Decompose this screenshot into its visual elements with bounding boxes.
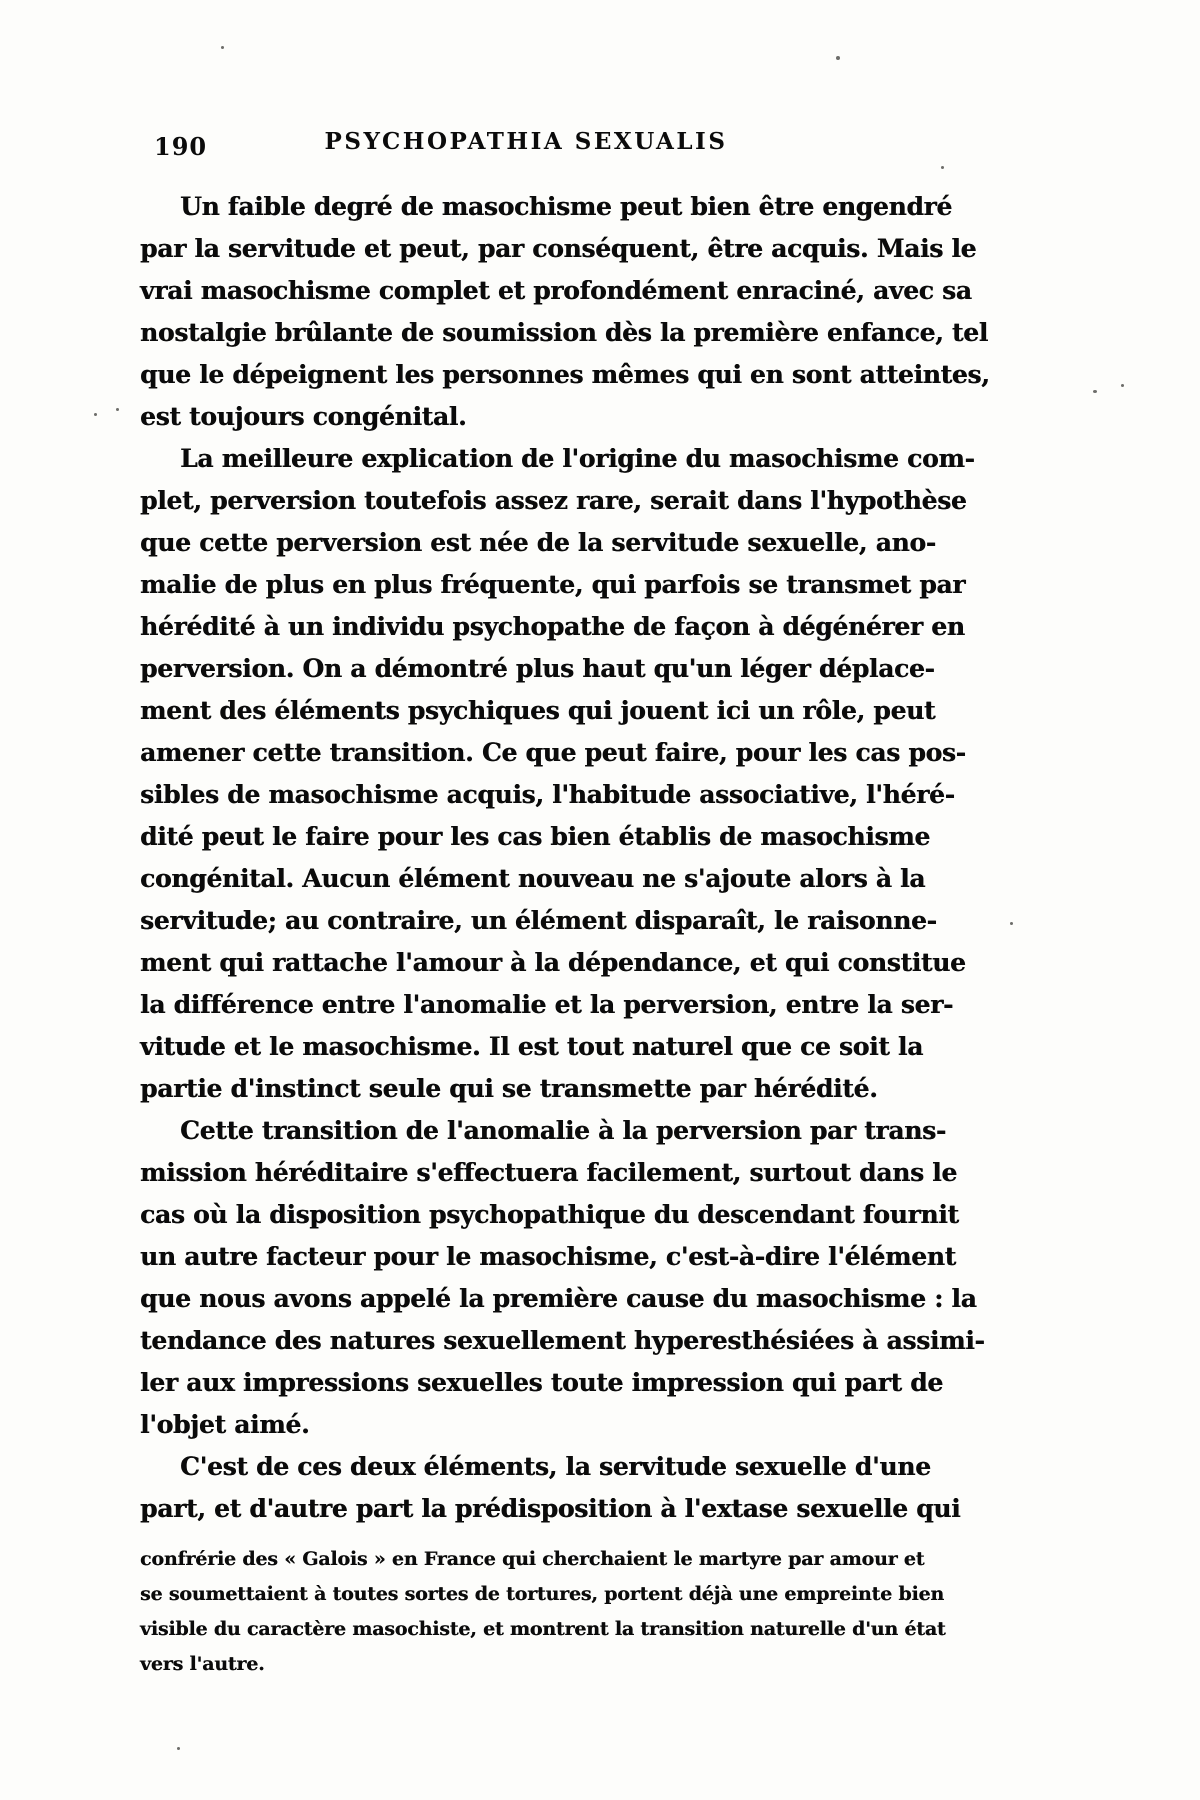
footnote xyxy=(140,1542,946,1682)
scan-speckle xyxy=(836,56,840,60)
page-body xyxy=(140,186,990,1530)
text-line: l'objet aimé. xyxy=(140,1410,310,1439)
text-line: sibles de masochisme acquis, l'habitude associative, l'héré- xyxy=(140,780,955,809)
paragraph xyxy=(140,438,975,1110)
scan-speckle xyxy=(177,1747,180,1750)
text-line: tendance des natures sexuellement hyperesthésiées à assimi- xyxy=(140,1326,985,1355)
text-line: hérédité à un individu psychopathe de façon à dégénérer en xyxy=(140,612,965,641)
footnote-line: se soumettaient à toutes sortes de tortures, portent déjà une empreinte bien xyxy=(140,1583,944,1605)
page-number: 190 xyxy=(154,132,208,161)
text-line: malie de plus en plus fréquente, qui parfois se transmet par xyxy=(140,570,966,599)
text-line: amener cette transition. Ce que peut faire, pour les cas pos- xyxy=(140,738,966,767)
running-header xyxy=(140,126,912,166)
text-line: ler aux impressions sexuelles toute impression qui part de xyxy=(140,1368,943,1397)
text-line: que cette perversion est née de la servitude sexuelle, ano- xyxy=(140,528,936,557)
text-line: cas où la disposition psychopathique du descendant fournit xyxy=(140,1200,959,1229)
text-line: nostalgie brûlante de soumission dès la première enfance, tel xyxy=(140,318,988,347)
paragraph xyxy=(140,1110,985,1446)
scan-speckle xyxy=(1010,922,1013,925)
text-line: partie d'instinct seule qui se transmette par hérédité. xyxy=(140,1074,878,1103)
paragraph xyxy=(140,1446,961,1530)
text-line: congénital. Aucun élément nouveau ne s'ajoute alors à la xyxy=(140,864,926,893)
text-line: vrai masochisme complet et profondément enraciné, avec sa xyxy=(140,276,972,305)
text-line: Un faible degré de masochisme peut bien être engendré xyxy=(180,192,953,221)
scan-speckle xyxy=(94,413,97,416)
running-header-title: PSYCHOPATHIA SEXUALIS xyxy=(324,128,728,155)
scan-speckle xyxy=(1093,390,1097,393)
scan-speckle xyxy=(116,408,119,411)
text-line: est toujours congénital. xyxy=(140,402,467,431)
text-line: la différence entre l'anomalie et la perversion, entre la ser- xyxy=(140,990,954,1019)
text-line: dité peut le faire pour les cas bien établis de masochisme xyxy=(140,822,930,851)
text-line: par la servitude et peut, par conséquent, être acquis. Mais le xyxy=(140,234,977,263)
text-line: servitude; au contraire, un élément disparaît, le raisonne- xyxy=(140,906,937,935)
scan-speckle xyxy=(941,166,944,169)
text-line: que le dépeignent les personnes mêmes qui en sont atteintes, xyxy=(140,360,990,389)
text-line: mission héréditaire s'effectuera facilement, surtout dans le xyxy=(140,1158,957,1187)
text-line: C'est de ces deux éléments, la servitude sexuelle d'une xyxy=(180,1452,931,1481)
text-line: Cette transition de l'anomalie à la perversion par trans- xyxy=(180,1116,946,1145)
paragraph xyxy=(140,186,990,438)
text-line: plet, perversion toutefois assez rare, serait dans l'hypothèse xyxy=(140,486,967,515)
text-line: perversion. On a démontré plus haut qu'un léger déplace- xyxy=(140,654,935,683)
text-line: que nous avons appelé la première cause du masochisme : la xyxy=(140,1284,977,1313)
text-line: ment des éléments psychiques qui jouent ici un rôle, peut xyxy=(140,696,936,725)
text-line: part, et d'autre part la prédisposition à l'extase sexuelle qui xyxy=(140,1494,961,1523)
footnote-line: visible du caractère masochiste, et montrent la transition naturelle d'un état xyxy=(140,1618,946,1640)
scan-speckle xyxy=(1121,384,1124,387)
scan-speckle xyxy=(221,46,224,49)
text-line: ment qui rattache l'amour à la dépendance, et qui constitue xyxy=(140,948,966,977)
text-line: vitude et le masochisme. Il est tout naturel que ce soit la xyxy=(140,1032,923,1061)
text-line: un autre facteur pour le masochisme, c'est-à-dire l'élément xyxy=(140,1242,956,1271)
footnote-line: confrérie des « Galois » en France qui cherchaient le martyre par amour et xyxy=(140,1548,925,1570)
footnote-line: vers l'autre. xyxy=(140,1653,265,1675)
text-line: La meilleure explication de l'origine du masochisme com- xyxy=(180,444,975,473)
